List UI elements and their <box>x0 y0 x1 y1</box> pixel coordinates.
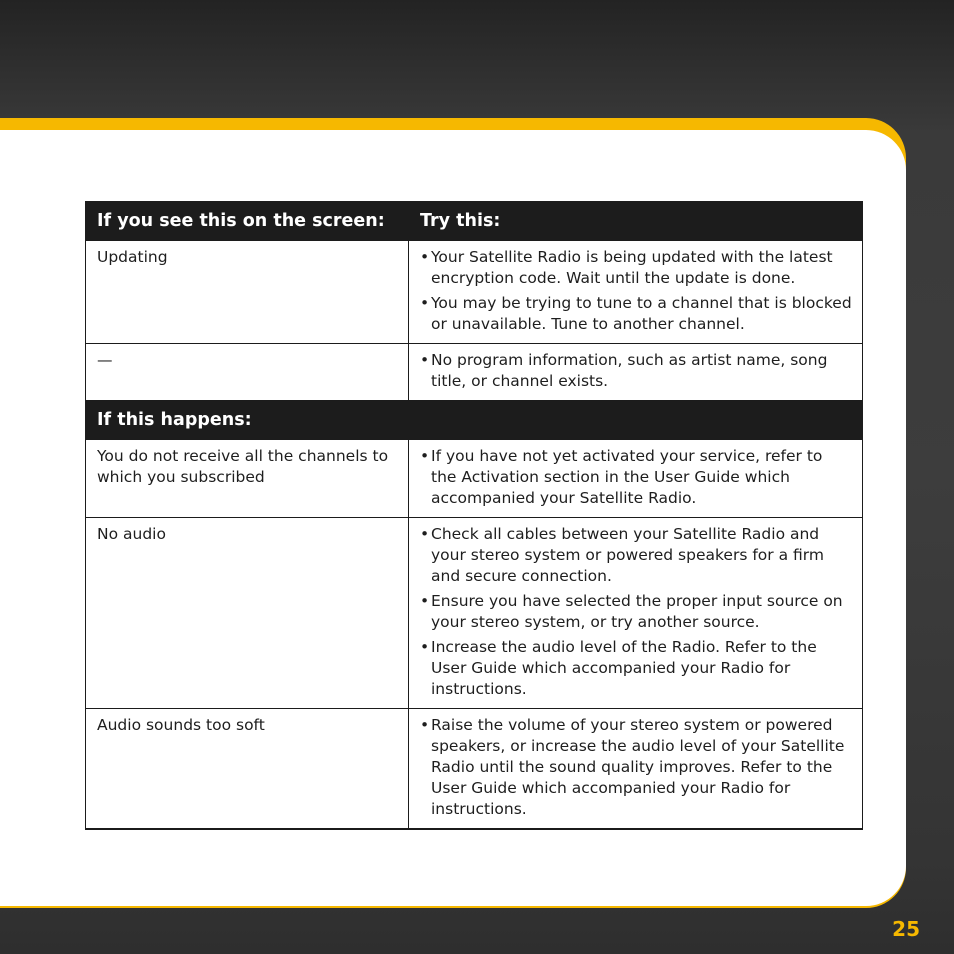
condition-cell: You do not receive all the channels to which you subscribed <box>86 440 409 518</box>
condition-cell: Audio sounds too soft <box>86 709 409 830</box>
page-number: 25 <box>892 917 920 941</box>
remedy-item: • If you have not yet activated your service, refer to the Activation section in the User Guide which accompanied your Satellite Radio. <box>420 446 852 509</box>
remedy-cell <box>409 440 863 518</box>
section-header-row <box>86 401 863 440</box>
table-row <box>86 518 863 709</box>
remedy-item: • Raise the volume of your stereo system or powered speakers, or increase the audio level of your Satellite Radio until the sound quality improves. Refer to the User Guide which accompanied your Radio for instructions. <box>420 715 852 820</box>
remedy-cell <box>409 241 863 344</box>
remedy-item: • No program information, such as artist name, song title, or channel exists. <box>420 350 852 392</box>
remedy-cell <box>409 518 863 709</box>
header-if-this-happens: If this happens: <box>86 401 863 440</box>
condition-cell: Updating <box>86 241 409 344</box>
remedy-item: • Increase the audio level of the Radio. Refer to the User Guide which accompanied your Radio for instructions. <box>420 637 852 700</box>
remedy-cell <box>409 709 863 830</box>
table-row <box>86 344 863 401</box>
remedy-item: • You may be trying to tune to a channel that is blocked or unavailable. Tune to another channel. <box>420 293 852 335</box>
header-screen-message: If you see this on the screen: <box>86 202 409 241</box>
remedy-cell <box>409 344 863 401</box>
table-header-row <box>86 202 863 241</box>
remedy-item: • Your Satellite Radio is being updated with the latest encryption code. Wait until the update is done. <box>420 247 852 289</box>
condition-cell: — <box>86 344 409 401</box>
table-row <box>86 440 863 518</box>
remedy-item: • Ensure you have selected the proper input source on your stereo system, or try another source. <box>420 591 852 633</box>
header-try-this: Try this: <box>409 202 863 241</box>
table-row <box>86 709 863 830</box>
troubleshooting-table <box>85 201 863 830</box>
table-row <box>86 241 863 344</box>
remedy-item: • Check all cables between your Satellite Radio and your stereo system or powered speakers for a firm and secure connection. <box>420 524 852 587</box>
condition-cell: No audio <box>86 518 409 709</box>
